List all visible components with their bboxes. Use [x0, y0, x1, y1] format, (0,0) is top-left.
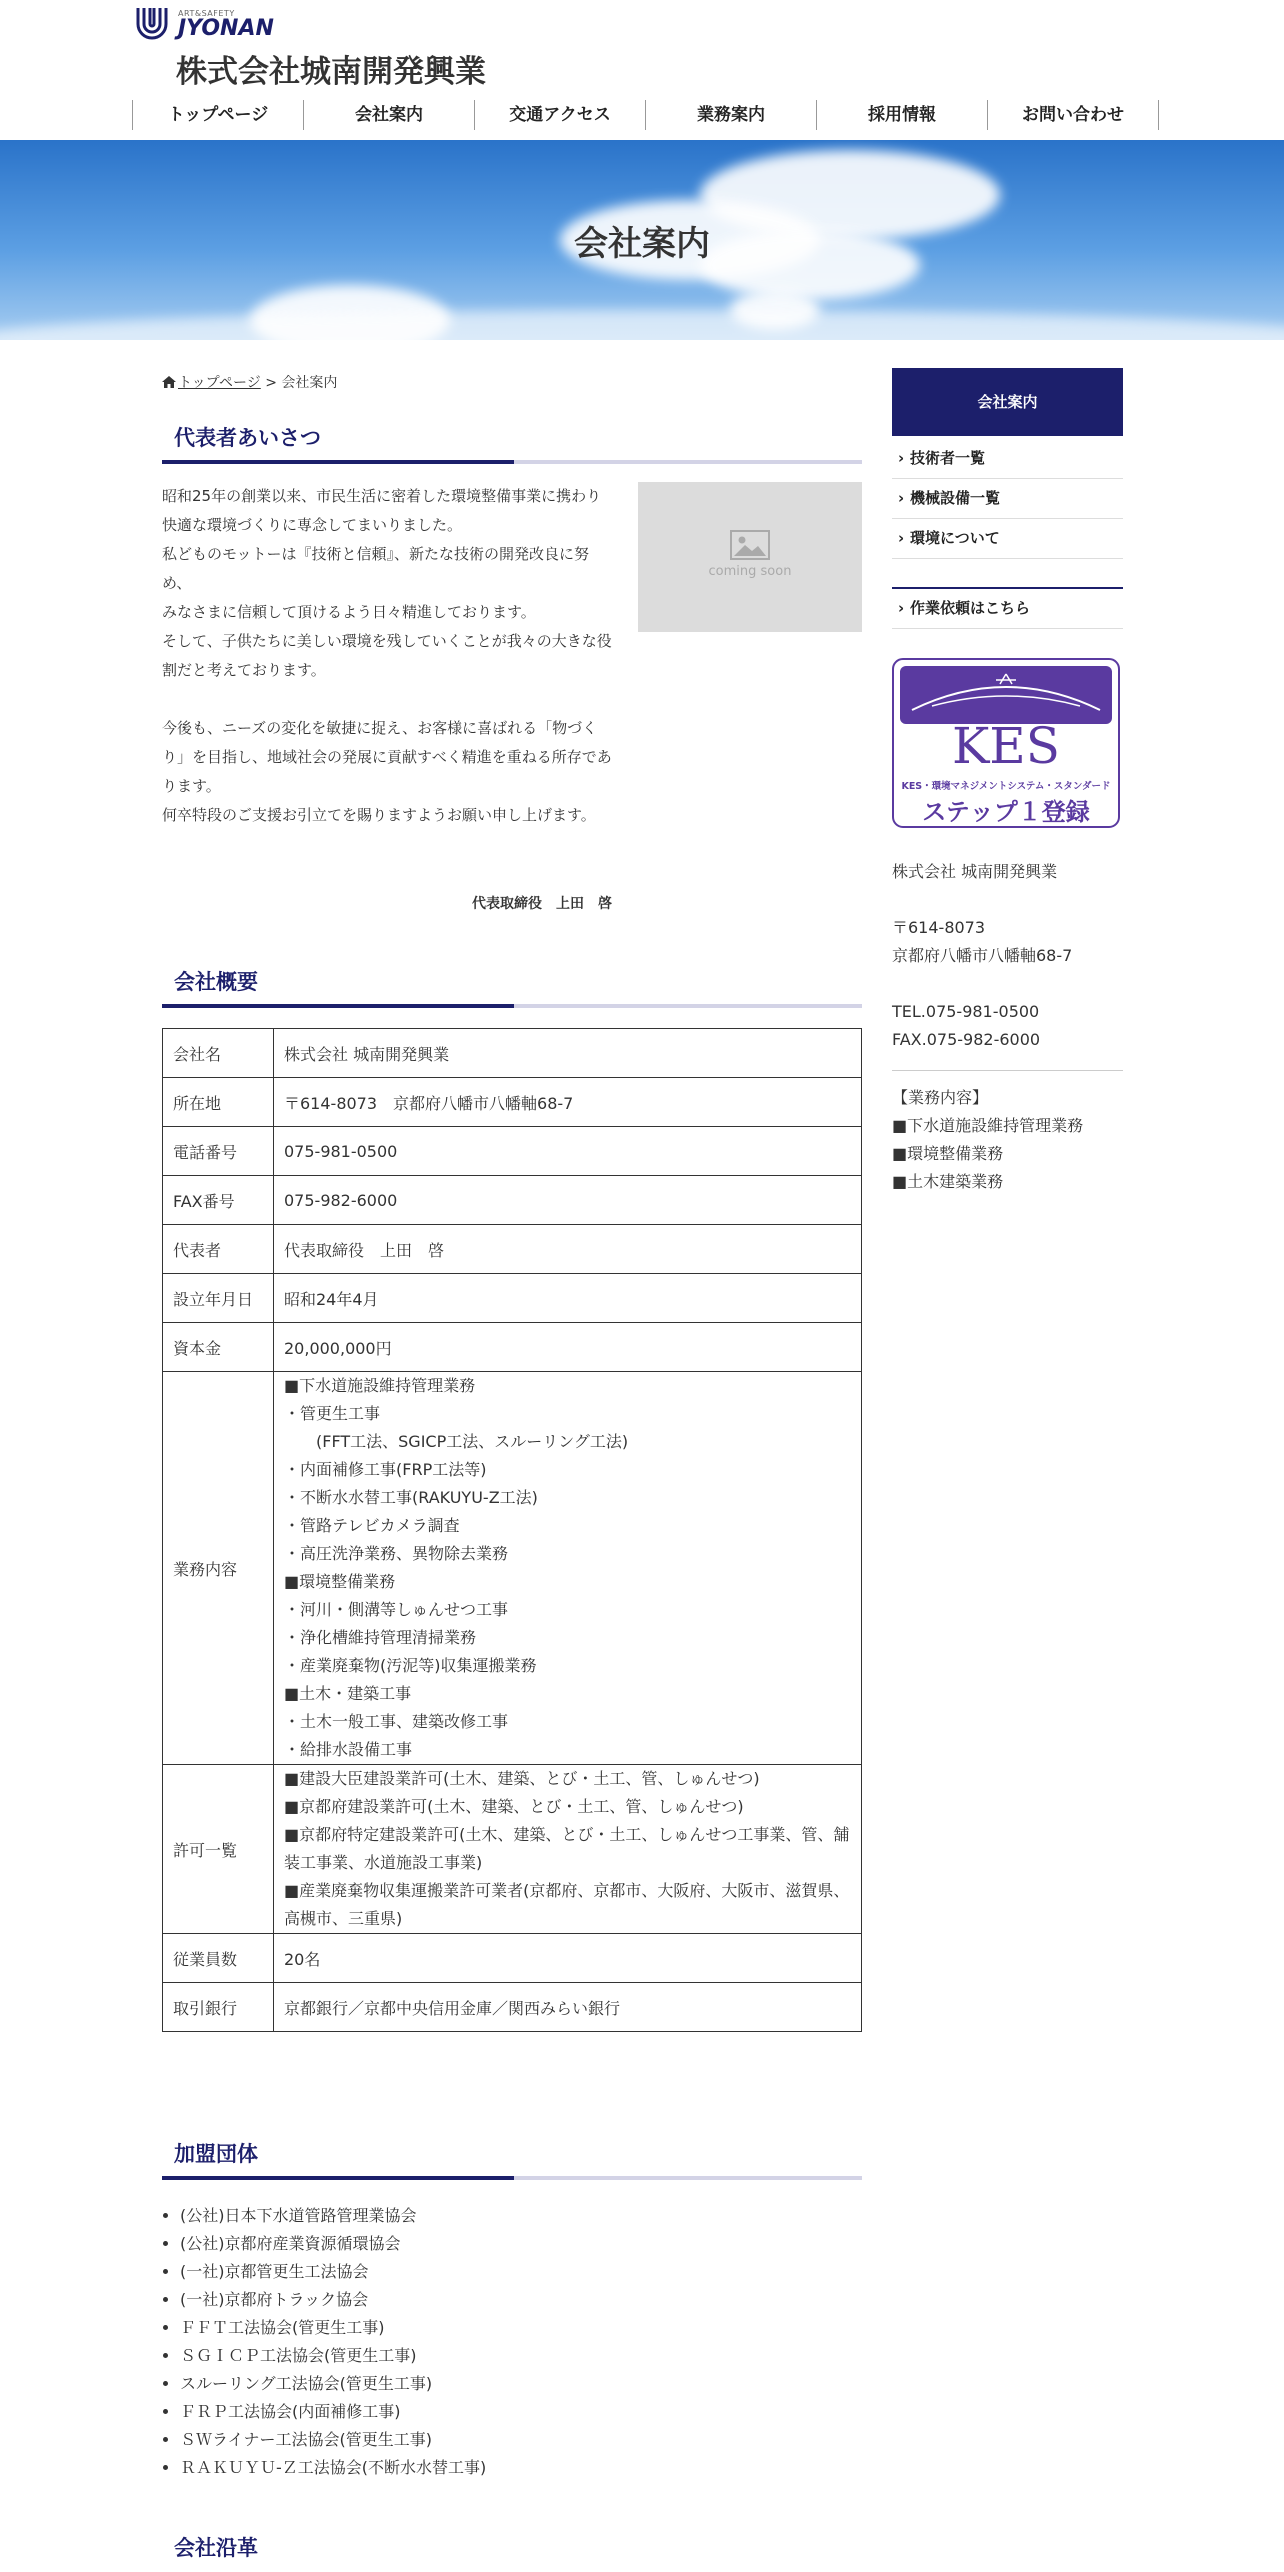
sidebar-tel: TEL.075-981-0500	[892, 1002, 1040, 1021]
chevron-right-icon: ›	[898, 599, 905, 617]
table-value: 京都銀行／京都中央信用金庫／関西みらい銀行	[274, 1983, 862, 2032]
sidebar-business-item: ■下水道施設維持管理業務	[892, 1116, 1084, 1135]
chevron-right-icon: ›	[898, 489, 905, 507]
work-request-label: 作業依頼はこちら	[910, 599, 1031, 617]
kes-step-badge: ステップ１登録	[922, 798, 1090, 826]
chevron-right-icon: ›	[898, 449, 905, 467]
sidebar-business-item: ■土木建築業務	[892, 1172, 1004, 1191]
kes-step1-badge[interactable]	[892, 658, 1120, 828]
sidebar-divider	[892, 1070, 1123, 1071]
table-value: 昭和24年4月	[274, 1274, 862, 1323]
table-key: 業務内容	[163, 1372, 274, 1765]
table-row	[163, 1029, 862, 1078]
table-value: 075-982-6000	[274, 1176, 862, 1225]
business-line: ・浄化槽維持管理清掃業務	[284, 1628, 477, 1647]
list-item: • ＳＷライナー工法協会(管更生工事)	[180, 2426, 486, 2454]
business-line: ・河川・側溝等しゅんせつ工事	[284, 1600, 509, 1619]
representative-photo-placeholder	[638, 482, 862, 632]
nav-access[interactable]: 交通アクセス	[474, 100, 645, 130]
hero-banner	[0, 140, 1284, 340]
member-organizations-list	[162, 2202, 486, 2482]
members-heading	[162, 2138, 862, 2178]
greeting-text	[162, 482, 612, 830]
table-row	[163, 1934, 862, 1983]
company-title: 株式会社城南開発興業	[176, 54, 486, 90]
members-heading-text: 加盟団体	[174, 2142, 258, 2166]
table-row	[163, 1127, 862, 1176]
history-heading	[162, 2532, 862, 2572]
overview-heading-text: 会社概要	[174, 970, 258, 994]
list-item: • (公社)京都府産業資源循環協会	[180, 2230, 486, 2258]
greeting-heading	[162, 422, 862, 462]
list-item: • ＲＡＫＵＹＵ-Ｚ工法協会(不断水水替工事)	[180, 2454, 486, 2482]
breadcrumb-separator: >	[265, 375, 277, 391]
license-lines	[274, 1765, 862, 1934]
business-line: ■下水道施設維持管理業務	[284, 1376, 476, 1395]
nav-recruit[interactable]: 採用情報	[816, 100, 987, 130]
business-line: (FFT工法、SGICP工法、スルーリング工法)	[284, 1432, 629, 1451]
logo-wordmark: JYONAN	[178, 15, 274, 41]
greeting-spacer	[162, 685, 612, 714]
sidebar-item-label: 機械設備一覧	[910, 489, 1001, 507]
work-request-link[interactable]	[892, 589, 1123, 629]
home-icon	[162, 376, 176, 388]
representative-signature: 代表取締役 上田 啓	[472, 896, 612, 912]
table-value: 〒614-8073 京都府八幡市八幡軸68-7	[274, 1078, 862, 1127]
kes-subtitle: KES・環境マネジメントシステム・スタンダード	[901, 781, 1111, 792]
business-line: ・管路テレビカメラ調査	[284, 1516, 460, 1535]
list-item: • (公社)日本下水道管路管理業協会	[180, 2202, 486, 2230]
business-line: ・不断水水替工事(RAKUYU-Z工法)	[284, 1488, 538, 1507]
table-key: 資本金	[163, 1323, 274, 1372]
business-line: ・産業廃棄物(汚泥等)収集運搬業務	[284, 1656, 537, 1675]
breadcrumb-current: 会社案内	[281, 375, 338, 391]
greeting-paragraph: そして、子供たちに美しい環境を残していくことが我々の大きな役割だと考えております。	[162, 632, 612, 679]
greeting-heading-text: 代表者あいさつ	[174, 426, 321, 450]
nav-contact[interactable]: お問い合わせ	[987, 100, 1159, 130]
sidebar	[892, 368, 1123, 1191]
table-key: 取引銀行	[163, 1983, 274, 2032]
table-row	[163, 1225, 862, 1274]
greeting-paragraph: 何卒特段のご支援お引立てを賜りますようお願い申し上げます。	[162, 806, 596, 824]
nav-top[interactable]: トップページ	[132, 100, 303, 130]
license-line: ■京都府特定建設業許可(土木、建築、とび・土工、しゅんせつ工事業、管、舗装工事業、水道施設工事業)	[284, 1825, 850, 1872]
kes-title: KES	[951, 717, 1061, 775]
greeting-paragraph: みなさまに信頼して頂けるよう日々精進しております。	[162, 603, 536, 621]
table-value: 20名	[274, 1934, 862, 1983]
list-item: • スルーリング工法協会(管更生工事)	[180, 2370, 486, 2398]
list-item: • (一社)京都管更生工法協会	[180, 2258, 486, 2286]
sidebar-item-equipment[interactable]	[892, 479, 1123, 519]
hero-title: 会社案内	[574, 224, 710, 264]
photo-placeholder-text: coming soon	[708, 564, 792, 579]
sidebar-fax: FAX.075-982-6000	[892, 1030, 1041, 1049]
nav-company[interactable]: 会社案内	[303, 100, 474, 130]
company-overview-table	[162, 1028, 862, 2032]
table-key: FAX番号	[163, 1176, 274, 1225]
sidebar-heading: 会社案内	[892, 368, 1123, 436]
site-header	[0, 0, 1284, 140]
sidebar-item-engineers[interactable]	[892, 439, 1123, 479]
table-key: 電話番号	[163, 1127, 274, 1176]
business-line: ■土木・建築工事	[284, 1684, 412, 1703]
table-value: 株式会社 城南開発興業	[274, 1029, 862, 1078]
company-logo[interactable]	[132, 4, 274, 44]
sidebar-business-item: ■環境整備業務	[892, 1144, 1004, 1163]
business-line: ■環境整備業務	[284, 1572, 396, 1591]
sidebar-postal: 〒614-8073	[892, 918, 986, 937]
table-row-licenses	[163, 1765, 862, 1934]
table-row-business	[163, 1372, 862, 1765]
table-value: 代表取締役 上田 啓	[274, 1225, 862, 1274]
logo-icon	[132, 4, 172, 44]
table-value: 075-981-0500	[274, 1127, 862, 1176]
table-row	[163, 1983, 862, 2032]
greeting-paragraph: 今後も、ニーズの変化を敏捷に捉え、お客様に喜ばれる「物づくり」を目指し、地域社会の発展に貢献すべく精進を重ねる所存であります。	[162, 719, 612, 795]
cloud-shape	[0, 310, 1284, 340]
business-line: ・内面補修工事(FRP工法等)	[284, 1460, 487, 1479]
business-lines	[274, 1372, 862, 1765]
table-key: 所在地	[163, 1078, 274, 1127]
table-key: 設立年月日	[163, 1274, 274, 1323]
sidebar-item-environment[interactable]	[892, 519, 1123, 559]
table-row	[163, 1274, 862, 1323]
breadcrumb-home-link[interactable]: トップページ	[178, 375, 261, 391]
table-row	[163, 1323, 862, 1372]
table-value: 20,000,000円	[274, 1323, 862, 1372]
logo-tagline: ART&SAFETY	[178, 8, 235, 18]
image-icon	[730, 530, 770, 560]
business-line: ・高圧洗浄業務、異物除去業務	[284, 1544, 509, 1563]
greeting-paragraph: 昭和25年の創業以来、市民生活に密着した環境整備事業に携わり快適な環境づくりに専念してまいりました。	[162, 487, 602, 534]
greeting-paragraph: 私どものモットーは『技術と信頼』、新たな技術の開発改良に努め、	[162, 545, 590, 592]
table-key: 代表者	[163, 1225, 274, 1274]
license-line: ■産業廃棄物収集運搬業許可業者(京都府、京都市、大阪府、大阪市、滋賀県、高槻市、三重県)	[284, 1881, 850, 1928]
table-key: 許可一覧	[163, 1765, 274, 1934]
history-heading-text: 会社沿革	[174, 2536, 258, 2560]
list-item: • (一社)京都府トラック協会	[180, 2286, 486, 2314]
table-key: 会社名	[163, 1029, 274, 1078]
list-item: • ＦＲＰ工法協会(内面補修工事)	[180, 2398, 486, 2426]
chevron-right-icon: ›	[898, 529, 905, 547]
business-line: ・管更生工事	[284, 1404, 381, 1423]
business-line: ・土木一般工事、建築改修工事	[284, 1712, 509, 1731]
sidebar-company-name: 株式会社 城南開発興業	[892, 862, 1058, 881]
list-item: • ＦＦＴ工法協会(管更生工事)	[180, 2314, 486, 2342]
table-key: 従業員数	[163, 1934, 274, 1983]
main-nav	[132, 100, 1159, 130]
sidebar-item-label: 技術者一覧	[910, 449, 986, 467]
sidebar-business-title: 【業務内容】	[892, 1088, 989, 1107]
sidebar-item-label: 環境について	[910, 529, 1000, 547]
business-line: ・給排水設備工事	[284, 1740, 413, 1759]
table-row	[163, 1078, 862, 1127]
list-item: • ＳＧＩＣＰ工法協会(管更生工事)	[180, 2342, 486, 2370]
breadcrumb	[162, 372, 337, 392]
sidebar-address: 京都府八幡市八幡軸68-7	[892, 946, 1073, 965]
overview-heading	[162, 966, 862, 1006]
license-line: ■建設大臣建設業許可(土木、建築、とび・土工、管、しゅんせつ)	[284, 1769, 760, 1788]
license-line: ■京都府建設業許可(土木、建築、とび・土工、管、しゅんせつ)	[284, 1797, 744, 1816]
nav-business[interactable]: 業務案内	[645, 100, 816, 130]
table-row	[163, 1176, 862, 1225]
